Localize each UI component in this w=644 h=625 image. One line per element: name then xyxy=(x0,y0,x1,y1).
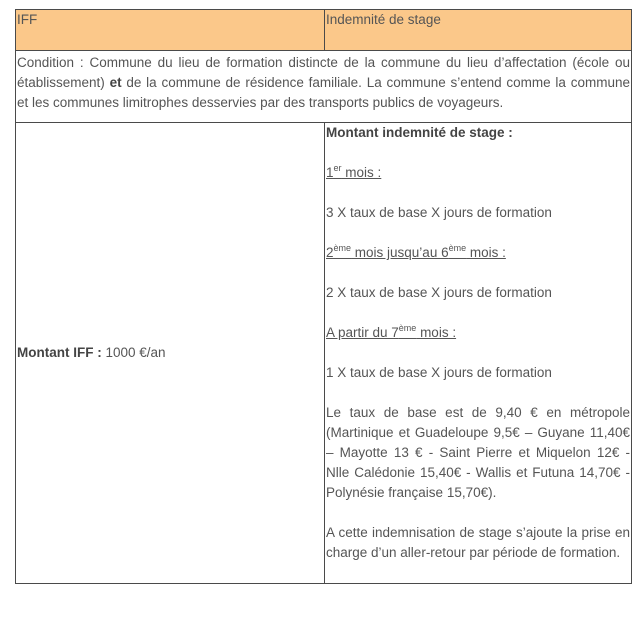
period-3-heading: A partir du 7ème mois : xyxy=(326,323,457,340)
condition-row xyxy=(16,51,632,123)
condition-suffix: de la commune de résidence familiale. La commune s’entend comme la commune et les communes limitrophes desservies par des transports publics de voyageurs. xyxy=(17,75,630,110)
condition-bold: et xyxy=(109,75,122,90)
period-2-formula: 2 X taux de base X jours de formation xyxy=(326,285,552,300)
iff-amount-value: 1000 €/an xyxy=(101,345,166,360)
iff-amount-cell xyxy=(16,123,325,584)
stage-title: Montant indemnité de stage : xyxy=(326,125,513,140)
base-rate-text: Le taux de base est de 9,40 € en métropole (Martinique et Guadeloupe 9,5€ – Guyane 11,40€ – Mayotte 13 € - Saint Pierre et Miquelon 12€ - Nlle Calédonie 15,40€ - Wallis et Futuna 14,70€ - Polynésie française 15,70€). xyxy=(326,405,630,500)
condition-text xyxy=(16,51,632,123)
table-header-row xyxy=(16,10,632,51)
period-1-formula: 3 X taux de base X jours de formation xyxy=(326,205,552,220)
iff-amount-label: Montant IFF : xyxy=(17,345,102,360)
period-3-formula: 1 X taux de base X jours de formation xyxy=(326,365,552,380)
period-1-heading: 1er mois : xyxy=(326,163,382,180)
allowance-table xyxy=(15,9,632,584)
header-indemnite-stage: Indemnité de stage xyxy=(325,10,632,51)
amount-row xyxy=(16,123,632,584)
stage-amount-cell xyxy=(325,123,632,584)
header-iff: IFF xyxy=(16,10,325,51)
period-2-heading: 2ème mois jusqu’au 6ème mois : xyxy=(326,243,506,260)
travel-reimbursement-text: A cette indemnisation de stage s’ajoute la prise en charge d’un aller-retour par période de formation. xyxy=(326,525,630,560)
condition-prefix: Condition : Commune du lieu de formation distincte de la commune du lieu d’affectation (école ou établissement) xyxy=(17,55,630,90)
